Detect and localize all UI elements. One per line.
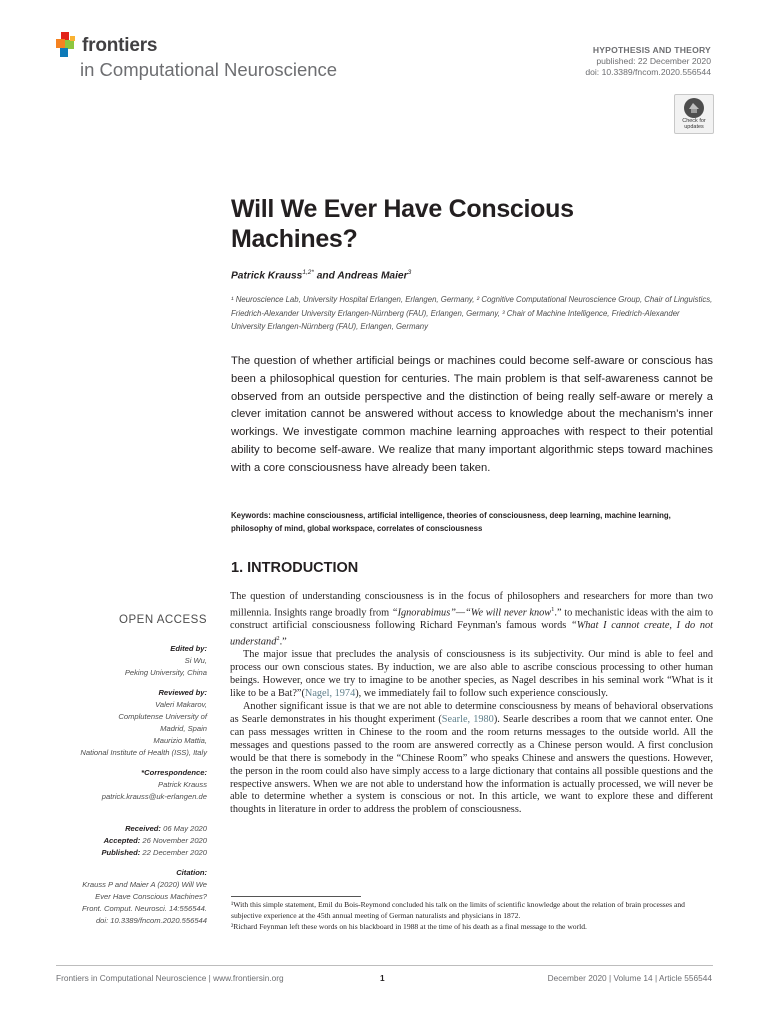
citation-text: Front. Comput. Neurosci. 14:556544. xyxy=(82,904,207,913)
article-type: HYPOTHESIS AND THEORY xyxy=(592,45,711,55)
footnotes xyxy=(231,899,713,932)
keywords-list: machine consciousness, artificial intelligence, theories of consciousness, deep learning, machine learning, philosophy of mind, global workspace, correlates of consciousness xyxy=(231,511,671,533)
citation-link[interactable]: Searle, 1980 xyxy=(441,714,494,725)
author-affiliation-marker: 1,2* xyxy=(302,269,314,276)
header-doi-link[interactable]: doi: 10.3389/fncom.2020.556544 xyxy=(585,67,711,77)
editor-affiliation: Peking University, China xyxy=(124,668,207,677)
reviewer-name[interactable]: Valeri Makarov, xyxy=(155,700,207,709)
author-name[interactable]: Andreas Maier xyxy=(337,270,408,282)
header-published-date: published: 22 December 2020 xyxy=(596,56,711,66)
frontiers-logo-icon xyxy=(56,32,80,58)
published-date: Published: 22 December 2020 xyxy=(101,848,207,857)
open-access-label: OPEN ACCESS xyxy=(119,614,207,626)
paragraph: The question of understanding consciousness is in the focus of philosophers and researchers for more than two millennia. Insights range broadly from “Ignorabimus”—“We will never know$^1$.” to mechanistic ideas with the aim to construct artificial consciousness following Richard Feynman's famous words “What I cannot create, I do not understand$^2$.” xyxy=(230,591,713,648)
check-for-updates-button[interactable] xyxy=(674,94,714,134)
abstract: The question of whether artificial beings or machines could become self-aware or conscious has been a philosophical question for centuries. The main problem is that self-awareness cannot be observed from an outside perspective and the distinction of being really self-aware or merely a clever imitation cannot be answered without access to knowledge about the mechanism's inner workings. We investigate common machine learning approaches with respect to their potential ability to become self-aware. We realize that many important algorithmic steps toward machines with a core consciousness have already been taken. xyxy=(231,355,713,474)
reviewer-affiliation: National Institute of Health (ISS), Italy xyxy=(80,748,207,757)
reviewer-name[interactable]: Maurizio Mattia, xyxy=(153,736,207,745)
reviewer-affiliation: Complutense University of xyxy=(118,712,207,721)
footnote: ¹With this simple statement, Emil du Bois-Reymond concluded his talk on the limits of scientific knowledge about the relation of brain processes and subjective experience at the 45th annual meeting of German naturalists and physicians in 1872. xyxy=(231,900,685,920)
keywords-label: Keywords: xyxy=(231,511,271,520)
body-text xyxy=(230,591,713,817)
received-date: Received: 06 May 2020 xyxy=(125,824,207,833)
article-title: Will We Ever Have Conscious Machines? xyxy=(231,195,574,253)
section-heading: 1. INTRODUCTION xyxy=(231,560,359,576)
reviewed-by-label: Reviewed by: xyxy=(158,688,207,697)
citation-text: Krauss P and Maier A (2020) Will We xyxy=(82,880,207,889)
edited-by-label: Edited by: xyxy=(170,644,207,653)
footer-volume-info: December 2020 | Volume 14 | Article 556544 xyxy=(547,973,712,983)
citation-link[interactable]: Nagel, 1974 xyxy=(304,688,356,700)
affiliations: ¹ Neuroscience Lab, University Hospital Erlangen, Erlangen, Germany, ² Cognitive Computational Neuroscience Group, Chair of Linguistics, Friedrich-Alexander University Erlangen-Nürnberg (FAU), Erlangen, Germany, ³ Chair of Machine Intelligence, Friedrich-Alexander University Erlangen-Nürnberg (FAU), Erlangen, Germany xyxy=(231,295,713,331)
author-name[interactable]: Patrick Krauss xyxy=(231,270,303,282)
correspondence-email-link[interactable]: patrick.krauss@uk-erlangen.de xyxy=(101,792,207,801)
editor-name[interactable]: Si Wu, xyxy=(184,656,207,665)
crossmark-icon xyxy=(684,98,704,118)
citation-text: Ever Have Conscious Machines? xyxy=(95,892,207,901)
page-number: 1 xyxy=(380,973,385,983)
footer-journal-link[interactable]: Frontiers in Computational Neuroscience | www.frontiersin.org xyxy=(56,973,284,983)
footnote-marker[interactable]: 2 xyxy=(276,635,280,643)
correspondence-label: *Correspondence: xyxy=(141,768,207,777)
footer-divider xyxy=(56,965,713,966)
footnote: ²Richard Feynman left these words on his blackboard in 1988 at the time of his death as a final message to the world. xyxy=(231,922,587,931)
logo-wordmark: frontiers xyxy=(82,35,158,56)
journal-logo[interactable] xyxy=(56,32,346,82)
keywords xyxy=(231,510,713,535)
author-list xyxy=(231,269,411,281)
paragraph: The major issue that precludes the analysis of consciousness is its subjectivity. Our mind is able to feel and process our own conscious states. By induction, we are also able to ascribe conscious processing to other human beings. However, once we try to imagine to be another species, as Nagel describes in his seminal work “What is it like to be a Bat?”(Nagel, 1974), we immediately fail to follow such experience consciously. xyxy=(230,649,713,700)
citation-doi-link[interactable]: doi: 10.3389/fncom.2020.556544 xyxy=(95,916,207,925)
author-affiliation-marker: 3 xyxy=(407,269,412,276)
journal-name: in Computational Neuroscience xyxy=(80,59,338,80)
citation-label: Citation: xyxy=(176,868,207,877)
footnote-marker[interactable]: 1 xyxy=(551,605,555,613)
accepted-date: Accepted: 26 November 2020 xyxy=(103,836,207,845)
reviewer-affiliation: Madrid, Spain xyxy=(160,724,207,733)
author-separator: and xyxy=(313,270,338,282)
crossmark-label: Check for updates xyxy=(682,118,706,130)
paragraph: Another significant issue is that we are not able to determine consciousness by means of behavioral observations as Searle demonstrates in his thought experiment (Searle, 1980). Searle describes a room that we cannot enter. One can pass messages written in Chinese to the room and the room returns messages to the outside world. All the messages and questions passed to the room are answered correctly as a Chinese person would. A first conclusion would be that there is somebody in the “Chinese Room” who speaks Chinese and answers the questions. However, the person in the room could also have simply access to a large dictionary that contains all possible questions and the respective answers. When we are not able to understand how the information is actually processed, we will never be able to determine whether a system is conscious or not. In this article, we want to explore these and different thoughts in literature in order to address the problem of consciousness. xyxy=(230,701,713,816)
footnote-divider xyxy=(231,896,361,897)
correspondence-name: Patrick Krauss xyxy=(158,780,207,789)
